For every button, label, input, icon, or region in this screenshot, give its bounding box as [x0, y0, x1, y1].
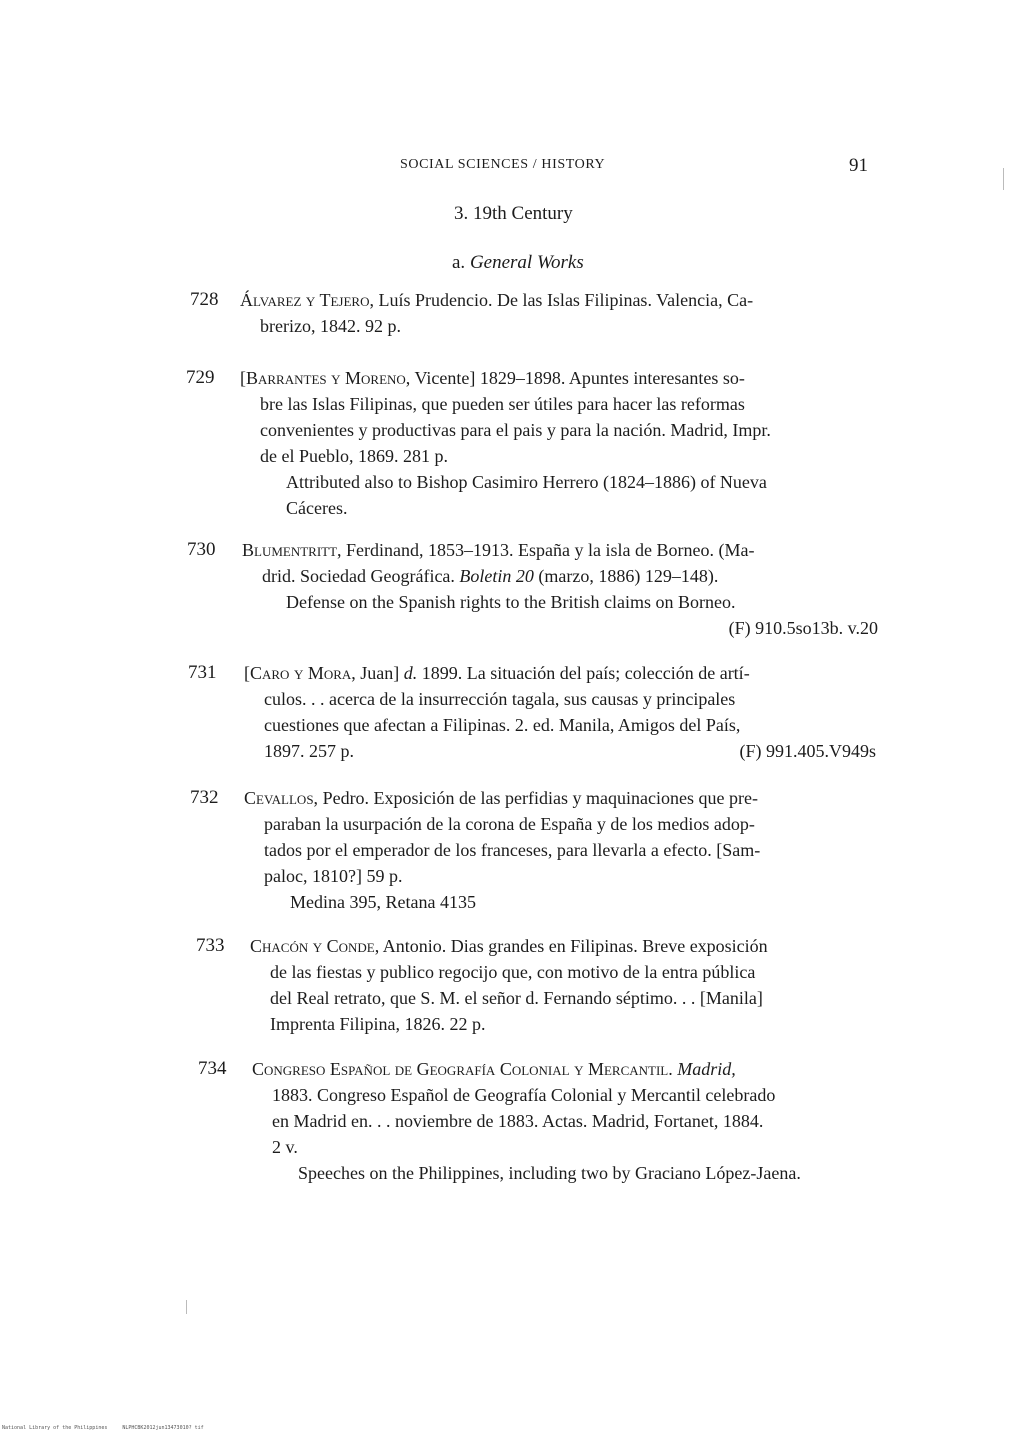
entry-line: convenientes y productivas para el pais y para la nación. Madrid, Impr.	[260, 420, 771, 440]
entry-line: Congreso Español de Geografía Colonial y Mercantil. Madrid,	[252, 1059, 736, 1079]
entry-line: drid. Sociedad Geográfica. Boletin 20 (marzo, 1886) 129–148).	[262, 566, 719, 586]
scan-mark	[1003, 168, 1004, 190]
entry-line: [Caro y Mora, Juan] d. 1899. La situación del país; colección de artí-	[244, 663, 750, 683]
entry-line: paloc, 1810?] 59 p.	[264, 866, 403, 886]
entry-author: [Caro y Mora,	[244, 663, 356, 683]
page-number: 91	[849, 155, 868, 176]
call-number: (F) 910.5so13b. v.20	[728, 618, 878, 638]
entry-author: Álvarez y Tejero,	[240, 290, 374, 310]
footer-file: NLPHCBK2012jun13473010? tif	[122, 1425, 204, 1431]
entry-number: 730	[187, 539, 216, 560]
entry-author: Congreso Español de Geografía Colonial y Mercantil.	[252, 1059, 673, 1079]
entry-author: Chacón y Conde,	[250, 936, 380, 956]
entry-note: Medina 395, Retana 4135	[290, 892, 476, 912]
running-title: SOCIAL SCIENCES / HISTORY	[400, 157, 606, 172]
entry-author: [Barrantes y Moreno,	[240, 368, 411, 388]
entry-line: tados por el emperador de los franceses, para llevarla a efecto. [Sam-	[264, 840, 761, 860]
entry-line: en Madrid en. . . noviembre de 1883. Actas. Madrid, Fortanet, 1884.	[272, 1111, 764, 1131]
entry-note: Cáceres.	[286, 498, 348, 518]
entry-line: cuestiones que afectan a Filipinas. 2. ed. Manila, Amigos del País,	[264, 715, 741, 735]
entry-line: del Real retrato, que S. M. el señor d. Fernando séptimo. . . [Manila]	[270, 988, 763, 1008]
entry-line: culos. . . acerca de la insurrección tagala, sus causas y principales	[264, 689, 736, 709]
entry-line: de las fiestas y publico regocijo que, con motivo de la entra pública	[270, 962, 756, 982]
entry-line: Imprenta Filipina, 1826. 22 p.	[270, 1014, 486, 1034]
entry-line: 1897. 257 p. (F) 991.405.V949s	[244, 738, 876, 764]
entry-line: Álvarez y Tejero, Luís Prudencio. De las Islas Filipinas. Valencia, Ca-	[240, 290, 754, 310]
entry-number: 734	[198, 1058, 227, 1079]
call-number: (F) 991.405.V949s	[739, 741, 876, 761]
entry-note: Speeches on the Philippines, including two by Graciano López-Jaena.	[298, 1163, 801, 1183]
subsection-heading	[452, 252, 584, 274]
entry-line: paraban la usurpación de la corona de España y de los medios adop-	[264, 814, 755, 834]
entry-number: 731	[188, 662, 217, 683]
subsection-prefix: a.	[452, 252, 470, 273]
entry-author: Blumentritt,	[242, 540, 342, 560]
scan-mark	[186, 1300, 187, 1314]
entry-note: Attributed also to Bishop Casimiro Herrero (1824–1886) of Nueva	[286, 472, 767, 492]
entry-number: 733	[196, 935, 225, 956]
footer-library: National Library of the Philippines	[2, 1425, 108, 1431]
running-head	[0, 155, 1011, 179]
scan-footer	[2, 1425, 216, 1431]
entry-line: 1883. Congreso Español de Geografía Colonial y Mercantil celebrado	[272, 1085, 776, 1105]
entry-number: 732	[190, 787, 219, 808]
entry-line: de el Pueblo, 1869. 281 p.	[260, 446, 448, 466]
subsection-title: General Works	[469, 252, 584, 273]
entry-author: Cevallos,	[244, 788, 319, 808]
entry-line: brerizo, 1842. 92 p.	[260, 316, 401, 336]
entry-line: 2 v.	[272, 1137, 298, 1157]
entry-line: Cevallos, Pedro. Exposición de las perfidias y maquinaciones que pre-	[244, 788, 758, 808]
entry-note: Defense on the Spanish rights to the British claims on Borneo.	[286, 592, 736, 612]
entry-line: Blumentritt, Ferdinand, 1853–1913. España y la isla de Borneo. (Ma-	[242, 540, 755, 560]
section-heading: 3. 19th Century	[454, 203, 573, 224]
entry-line: bre las Islas Filipinas, que pueden ser útiles para hacer las reformas	[260, 394, 745, 414]
entry-number: 729	[186, 367, 215, 388]
entry-line: [Barrantes y Moreno, Vicente] 1829–1898. Apuntes interesantes so-	[240, 368, 745, 388]
entry-line: Chacón y Conde, Antonio. Dias grandes en Filipinas. Breve exposición	[250, 936, 768, 956]
entry-number: 728	[190, 289, 219, 310]
